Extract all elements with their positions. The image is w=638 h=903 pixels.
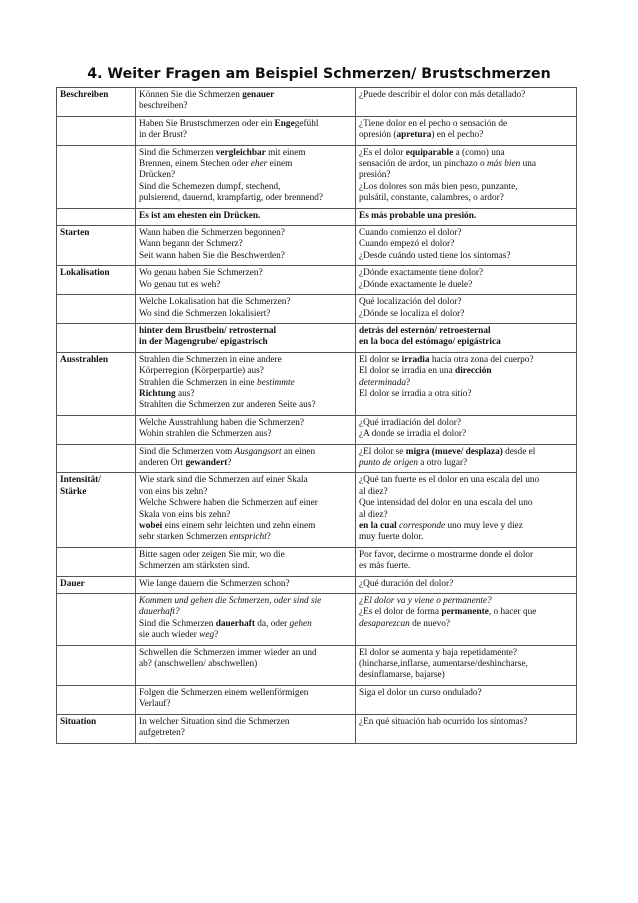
phrase-text: Haben Sie Brustschmerzen oder ein [139, 118, 275, 129]
phrase-text: ) en el pecho? [431, 130, 484, 141]
phrase-text: ¿Tiene dolor en el pecho o sensación de opresión ( [359, 118, 508, 141]
row-category-label: Situation [57, 714, 136, 743]
row-category-label [57, 547, 136, 576]
phrase-text: Richtung [139, 388, 176, 399]
row-category-label: Intensität/ Stärke [57, 473, 136, 547]
spanish-phrase-cell [356, 547, 577, 576]
phrase-text: Ausgangsort [234, 446, 282, 457]
phrase-text: una presión? ¿Los dolores son más bien peso, punzante, pulsátil, constante, calambres, o ardor? [359, 159, 536, 204]
phrase-text: ? [266, 532, 271, 543]
row-category-label [57, 645, 136, 685]
table-row [57, 323, 577, 352]
spanish-phrase-cell [356, 473, 577, 547]
phrase-text: an einen anderen Ort [139, 446, 316, 468]
phrase-text: mit einem Brennen, einem Stechen oder [139, 147, 306, 170]
table-row [57, 645, 577, 685]
phrase-text: Folgen die Schmerzen einem wellenförmigen Verlauf? [139, 687, 309, 710]
german-phrase-cell [136, 415, 356, 444]
phrase-text: Cuando comienzo el dolor? Cuando empezó el dolor? ¿Desde cuándo usted tiene los síntomas? [359, 228, 511, 261]
table-row [57, 295, 577, 324]
table-row [57, 594, 577, 646]
table-row [57, 415, 577, 444]
german-phrase-cell [136, 116, 356, 145]
phrase-text: da, oder [254, 618, 290, 629]
phrase-text: a (como) una sensación de ardor, un pinchazo o [359, 147, 505, 170]
german-phrase-cell [136, 714, 356, 743]
phrase-text: a otro lugar? [417, 457, 468, 468]
table-row [57, 88, 577, 117]
row-category-label [57, 295, 136, 324]
table-row [57, 473, 577, 547]
table-row [57, 208, 577, 225]
spanish-phrase-cell [356, 295, 577, 324]
table-row [57, 714, 577, 743]
german-phrase-cell [136, 645, 356, 685]
german-phrase-cell [136, 295, 356, 324]
german-phrase-cell [136, 685, 356, 714]
row-category-label [57, 145, 136, 208]
phrase-text: Qué localización del dolor? ¿Dónde se localiza el dolor? [359, 297, 465, 319]
spanish-phrase-cell [356, 415, 577, 444]
phrase-text: ¿El dolor se [359, 446, 406, 457]
german-phrase-cell [136, 208, 356, 225]
phrase-text: de nuevo? [409, 618, 451, 629]
row-category-label [57, 594, 136, 646]
phrase-text: Strahlen die Schmerzen in eine andere Körperregion (Körperpartie) aus? Strahlen die Schmerzen in eine [139, 354, 282, 388]
phrase-text: entspricht [229, 532, 267, 543]
table-row [57, 444, 577, 473]
phrase-text: corresponde [399, 521, 446, 531]
table-row [57, 266, 577, 295]
spanish-phrase-cell [356, 594, 577, 646]
phrase-text: desaparezcan [359, 618, 410, 629]
spanish-phrase-cell [356, 645, 577, 685]
phrase-text: hacia otra zona del cuerpo? El dolor se irradia en una [359, 354, 534, 377]
spanish-phrase-cell [356, 266, 577, 295]
german-phrase-cell [136, 226, 356, 266]
german-phrase-cell [136, 88, 356, 117]
phrase-text: Sind die Schmerzen vom [139, 446, 235, 457]
german-phrase-cell [136, 594, 356, 646]
phrase-text: determinada [359, 377, 406, 388]
row-category-label: Ausstrahlen [57, 352, 136, 415]
phrase-text: Sind die Schmerzen [139, 618, 214, 629]
phrase-text: weg [199, 630, 215, 641]
spanish-phrase-cell [356, 444, 577, 473]
table-row [57, 145, 577, 208]
phrase-text: bestimmte [256, 377, 295, 388]
row-category-label [57, 116, 136, 145]
phrase-text: uno muy leve y diez muy fuerte dolor. [359, 521, 523, 543]
phrase-text: eins einem sehr leichten und zehn einem sehr starken Schmerzen [139, 521, 316, 543]
phrase-text: Schwellen die Schmerzen immer wieder an und ab? (anschwellen/ abschwellen) [139, 647, 317, 670]
phrase-text: ¿El dolor va y viene o permanente? [359, 596, 492, 607]
phrase-text: El dolor se [359, 354, 402, 365]
phrase-text: punto de origen [359, 457, 418, 468]
german-phrase-cell [136, 547, 356, 576]
phrase-text: migra (mueve/ desplaza) [405, 446, 503, 457]
phrase-text: en la cual [359, 521, 397, 531]
table-row [57, 576, 577, 593]
phrase-text: vergleichbar [215, 147, 266, 158]
phrase-text: genauer [242, 90, 275, 100]
phrase-text: Enge [274, 118, 295, 129]
spanish-phrase-cell [356, 576, 577, 593]
phrase-table [56, 87, 577, 744]
row-category-label: Starten [57, 226, 136, 266]
phrase-text: Kommen und gehen die Schmerzen, oder sind sie dauerhaft? [139, 596, 322, 618]
phrase-text: gefühl in der Brust? [139, 118, 319, 141]
phrase-text: In welcher Situation sind die Schmerzen aufgetreten? [139, 716, 290, 739]
phrase-text: irradia [401, 354, 430, 365]
page-title: 4. Weiter Fragen am Beispiel Schmerzen/ Brustschmerzen [87, 66, 551, 82]
phrase-text: Es más probable una presión. [359, 210, 477, 221]
row-category-label [57, 323, 136, 352]
row-category-label [57, 444, 136, 473]
german-phrase-cell [136, 444, 356, 473]
phrase-text: Bitte sagen oder zeigen Sie mir, wo die Schmerzen am stärksten sind. [139, 549, 285, 572]
spanish-phrase-cell [356, 714, 577, 743]
phrase-text: El dolor se aumenta y baja repetidamente? (hincharse,inflarse, aumentarse/deshincharse, desinflamarse, bajarse) [359, 647, 528, 681]
spanish-phrase-cell [356, 352, 577, 415]
table-row [57, 226, 577, 266]
phrase-text: Welche Ausstrahlung haben die Schmerzen? Wohin strahlen die Schmerzen aus? [139, 417, 304, 440]
phrase-text: ¿Es el dolor de forma [359, 607, 440, 618]
spanish-phrase-cell [356, 226, 577, 266]
german-phrase-cell [136, 352, 356, 415]
phrase-text: Wie stark sind die Schmerzen auf einer Skala von eins bis zehn? Welche Schwere haben die Schmerzen auf einer Skala von eins bis zehn? [139, 475, 318, 520]
phrase-text: Es ist am ehesten ein Drücken. [139, 210, 261, 221]
phrase-text: Sind die Schmerzen [139, 147, 216, 158]
phrase-text: eher [250, 159, 268, 170]
phrase-text: equiparable [405, 147, 454, 158]
phrase-text: ¿Dónde exactamente tiene dolor? ¿Dónde exactamente le duele? [359, 268, 484, 290]
spanish-phrase-cell [356, 116, 577, 145]
phrase-text: einem Drücken? Sind die Schemezen dumpf, stechend, pulsierend, dauernd, krampfartig, oder brennend? [139, 159, 324, 204]
phrase-text: Wann haben die Schmerzen begonnen? Wann begann der Schmerz? Seit wann haben Sie die Beschwerden? [139, 228, 285, 261]
table-row [57, 116, 577, 145]
phrase-text: desde el [505, 446, 536, 457]
phrase-text: Por favor, decirme o mostrarme donde el dolor es más fuerte. [359, 549, 534, 572]
spanish-phrase-cell [356, 208, 577, 225]
spanish-phrase-cell [356, 323, 577, 352]
german-phrase-cell [136, 473, 356, 547]
phrase-text: ¿Qué duración del dolor? [359, 578, 454, 589]
spanish-phrase-cell [356, 145, 577, 208]
phrase-text: ¿Qué tan fuerte es el dolor en una escala del uno al diez? Que intensidad del dolor en una escala del uno al diez? [359, 475, 540, 520]
phrase-text: Können Sie die Schmerzen [139, 90, 243, 100]
phrase-text: permanente [441, 607, 489, 618]
phrase-text: apretura [396, 130, 432, 141]
phrase-text: , o hacer que [488, 607, 537, 618]
phrase-text: beschreiben? [139, 101, 188, 112]
phrase-text: gehen [289, 618, 312, 629]
phrase-text: sie auch wieder [139, 630, 197, 641]
phrase-text: Wo genau haben Sie Schmerzen? Wo genau tut es weh? [139, 268, 263, 290]
table-row [57, 547, 577, 576]
table-row [57, 352, 577, 415]
phrase-text: detrás del esternón/ retroesternal en la boca del estómago/ epigástrica [359, 325, 501, 348]
phrase-text: wobei [139, 521, 163, 531]
phrase-text: Wie lange dauern die Schmerzen schon? [139, 578, 290, 589]
phrase-text: ? [214, 630, 219, 641]
phrase-text: aus? Strahlten die Schmerzen zur anderen Seite aus? [139, 388, 316, 411]
phrase-text: Welche Lokalisation hat die Schmerzen? Wo sind die Schmerzen lokalisiert? [139, 297, 291, 319]
phrase-text: gewandert [185, 457, 228, 468]
phrase-text: hinter dem Brustbein/ retrosternal in der Magengrube/ epigastrisch [139, 325, 277, 348]
phrase-text: ¿Puede describir el dolor con más detallado? [359, 90, 526, 100]
phrase-text: dirección [455, 366, 492, 377]
german-phrase-cell [136, 145, 356, 208]
row-category-label [57, 685, 136, 714]
phrase-text: Siga el dolor un curso ondulado? [359, 687, 482, 698]
row-category-label [57, 415, 136, 444]
phrase-text: dauerhaft [215, 618, 255, 629]
phrase-text: ? [227, 457, 232, 468]
german-phrase-cell [136, 323, 356, 352]
table-row [57, 685, 577, 714]
phrase-text: más bien [486, 159, 521, 170]
phrase-text: ¿Es el dolor [359, 147, 406, 158]
row-category-label [57, 208, 136, 225]
phrase-text: ¿En qué situación hab ocurrido los síntomas? [359, 716, 528, 727]
row-category-label: Lokalisation [57, 266, 136, 295]
german-phrase-cell [136, 576, 356, 593]
german-phrase-cell [136, 266, 356, 295]
row-category-label: Beschreiben [57, 88, 136, 117]
spanish-phrase-cell [356, 685, 577, 714]
row-category-label: Dauer [57, 576, 136, 593]
phrase-text: ¿Qué irradiación del dolor? ¿A donde se irradia el dolor? [359, 417, 467, 440]
phrase-text: ? El dolor se irradia a otra sitio? [359, 377, 472, 399]
spanish-phrase-cell [356, 88, 577, 117]
